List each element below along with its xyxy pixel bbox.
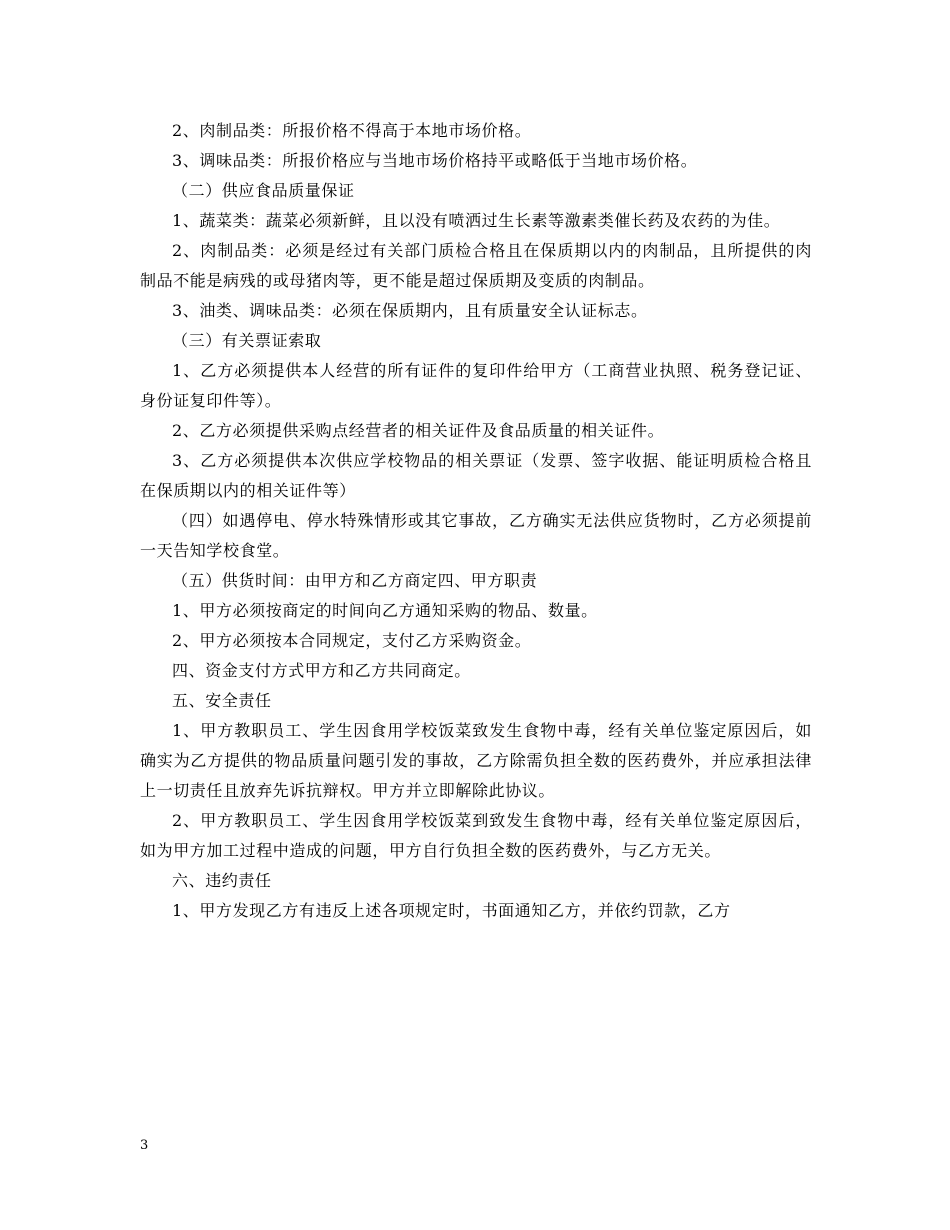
page-number: 3 [140,1138,149,1153]
section-delivery-time: （五）供货时间：由甲方和乙方商定四、甲方职责 [172,571,538,590]
paragraph-seasoning-price: 3、调味品类：所报价格应与当地市场价格持平或略低于当地市场价格。 [172,151,698,170]
section-certificates: （三）有关票证索取 [172,331,322,350]
section-breach-responsibility: 六、违约责任 [172,871,272,890]
paragraph-meat-quality: 2、肉制品类：必须是经过有关部门质检合格且在保质期以内的肉制品，且所提供的肉制品不能是病残的或母猪肉等，更不能是超过保质期及变质的肉制品。 [140,241,812,290]
paragraph-party-a-notice: 1、甲方必须按商定的时间向乙方通知采购的物品、数量。 [172,601,598,620]
section-safety-responsibility: 五、安全责任 [172,691,272,710]
section-quality-guarantee: （二）供应食品质量保证 [172,181,355,200]
section-payment-method: 四、资金支付方式甲方和乙方共同商定。 [172,661,471,680]
paragraph-meat-price: 2、肉制品类：所报价格不得高于本地市场价格。 [172,121,532,140]
paragraph-supplier-certificates: 2、乙方必须提供采购点经营者的相关证件及食品质量的相关证件。 [172,421,665,440]
paragraph-party-a-payment: 2、甲方必须按本合同规定，支付乙方采购资金。 [172,631,532,650]
paragraph-school-liability: 2、甲方教职员工、学生因食用学校饭菜到致发生食物中毒，经有关单位鉴定原因后，如为甲方加工过程中造成的问题，甲方自行负担全数的医药费外，与乙方无关。 [140,811,812,860]
section-emergency-notice: （四）如遇停电、停水特殊情形或其它事故，乙方确实无法供应货物时，乙方必须提前一天告知学校食堂。 [140,511,812,560]
paragraph-supply-receipts: 3、乙方必须提供本次供应学校物品的相关票证（发票、签字收据、能证明质检合格且在保质期以内的相关证件等） [140,451,812,500]
paragraph-supplier-liability: 1、甲方教职员工、学生因食用学校饭菜致发生食物中毒，经有关单位鉴定原因后，如确实为乙方提供的物品质量问题引发的事故，乙方除需负担全数的医药费外，并应承担法律上一切责任且放弃先诉抗辩权。甲方并立即解除此协议。 [140,721,812,800]
paragraph-breach-penalty: 1、甲方发现乙方有违反上述各项规定时，书面通知乙方，并依约罚款，乙方 [172,901,731,920]
paragraph-business-certificates: 1、乙方必须提供本人经营的所有证件的复印件给甲方（工商营业执照、税务登记证、身份证复印件等）。 [140,361,812,410]
paragraph-oil-seasoning-quality: 3、油类、调味品类：必须在保质期内，且有质量安全认证标志。 [172,301,648,320]
paragraph-vegetable-quality: 1、蔬菜类：蔬菜必须新鲜，且以没有喷洒过生长素等激素类催长药及农药的为佳。 [172,211,781,230]
document-body [140,116,812,926]
